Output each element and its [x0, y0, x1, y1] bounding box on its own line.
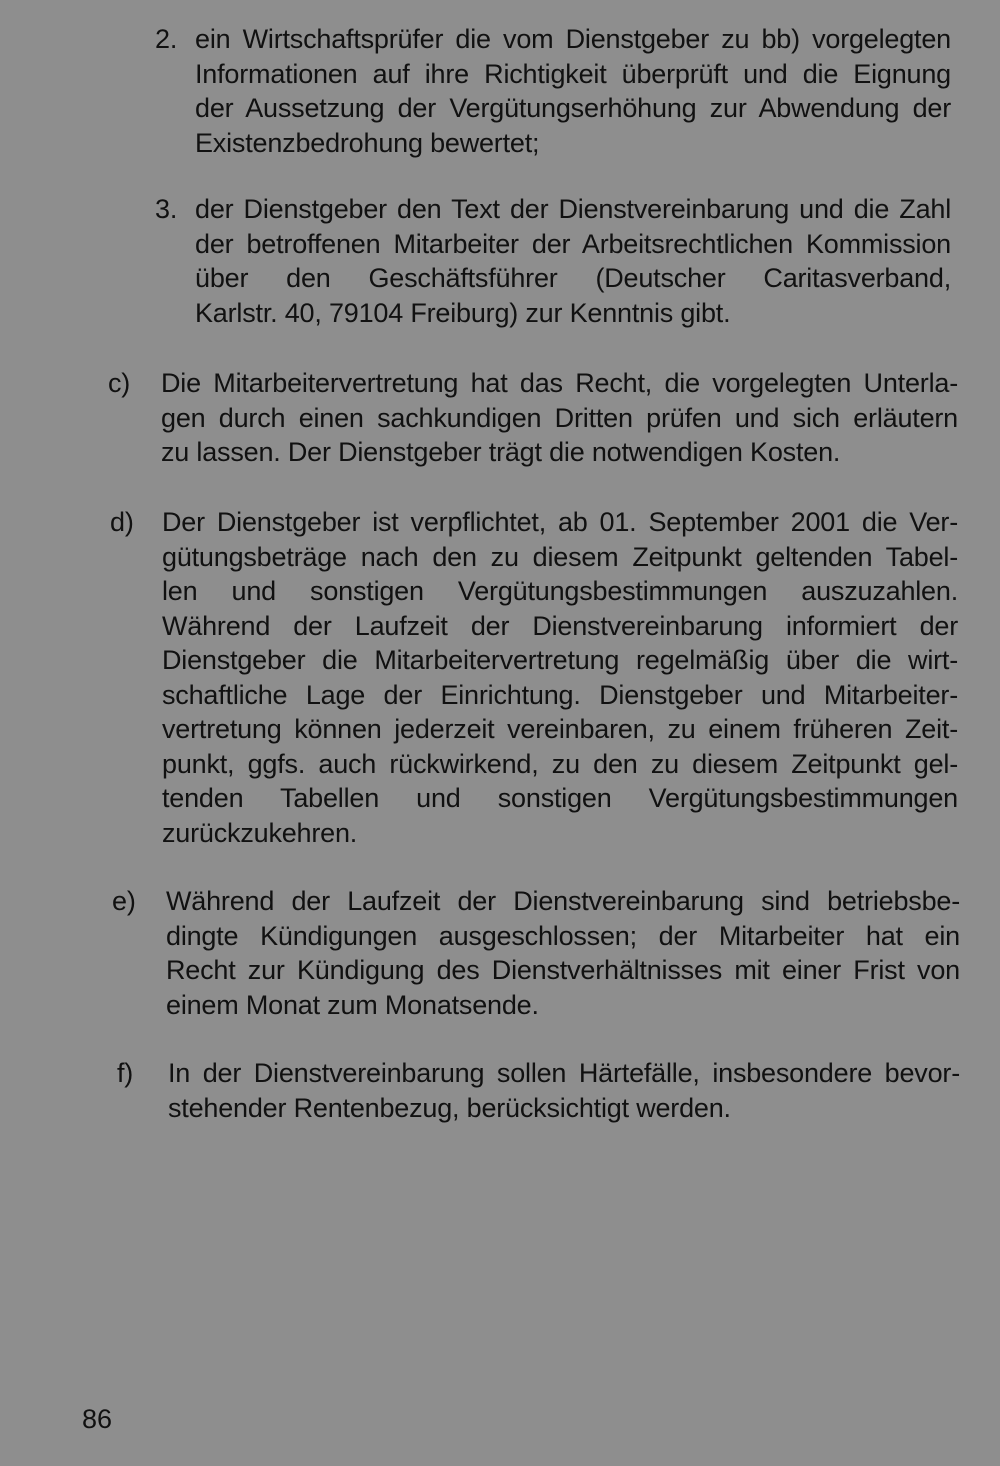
text-line: gütungsbeträge nach den zu diesem Zeitpunkt geltenden Tabel- [162, 541, 958, 572]
text-line: stehender Rentenbezug, berücksichtigt werden. [168, 1092, 731, 1123]
item-text [162, 505, 958, 850]
text-line: zurückzukehren. [162, 817, 358, 848]
text-line: Die Mitarbeitervertretung hat das Recht, die vorgelegten Unterla- [161, 368, 958, 398]
item-marker: 3. [155, 194, 178, 224]
text-line: tenden Tabellen und sonstigen Vergütungsbestimmungen [162, 783, 958, 813]
text-line: der betroffenen Mitarbeiter der Arbeitsrechtlichen Kommission [195, 228, 951, 259]
text-line: schaftliche Lage der Einrichtung. Dienstgeber und Mitarbeiter- [162, 679, 958, 710]
text-line: Informationen auf ihre Richtigkeit überprüft und die Eignung [195, 58, 951, 89]
text-line: Der Dienstgeber ist verpflichtet, ab 01. September 2001 die Ver- [162, 507, 958, 537]
item-marker: 2. [155, 24, 178, 54]
text-line: ein Wirtschaftsprüfer die vom Dienstgeber zu bb) vorgelegten [195, 24, 951, 54]
text-line: len und sonstigen Vergütungsbestimmungen auszuzahlen. [162, 576, 958, 606]
text-line: über den Geschäftsführer (Deutscher Caritasverband, [195, 263, 951, 293]
text-line: Recht zur Kündigung des Dienstverhältnisses mit einer Frist von [166, 955, 960, 985]
text-line: vertretung können jederzeit vereinbaren, zu einem früheren Zeit- [162, 714, 958, 744]
text-line: der Aussetzung der Vergütungserhöhung zur Abwendung der [195, 93, 951, 123]
text-line: Karlstr. 40, 79104 Freiburg) zur Kenntnis gibt. [195, 297, 731, 328]
item-marker: e) [112, 886, 136, 916]
item-text [195, 22, 951, 160]
item-text [166, 884, 960, 1022]
item-text [168, 1056, 960, 1125]
item-text [195, 192, 951, 330]
item-marker: d) [110, 507, 134, 537]
text-line: In der Dienstvereinbarung sollen Härtefälle, insbesondere bevor- [168, 1058, 960, 1088]
text-line: Existenzbedrohung bewertet; [195, 127, 540, 158]
item-text [161, 366, 958, 470]
text-line: der Dienstgeber den Text der Dienstvereinbarung und die Zahl [195, 194, 951, 224]
item-marker: f) [117, 1058, 134, 1088]
text-line: Während der Laufzeit der Dienstvereinbarung informiert der [162, 610, 958, 641]
text-line: einem Monat zum Monatsende. [166, 989, 539, 1020]
item-marker: c) [108, 368, 131, 398]
text-line: Dienstgeber die Mitarbeitervertretung regelmäßig über die wirt- [162, 645, 958, 675]
text-line: zu lassen. Der Dienstgeber trägt die notwendigen Kosten. [161, 437, 841, 467]
text-line: gen durch einen sachkundigen Dritten prüfen und sich erläutern [161, 402, 958, 433]
text-line: dingte Kündigungen ausgeschlossen; der Mitarbeiter hat ein [166, 920, 960, 951]
page-number: 86 [82, 1404, 113, 1434]
text-line: Während der Laufzeit der Dienstvereinbarung sind betriebsbe- [166, 886, 960, 916]
text-line: punkt, ggfs. auch rückwirkend, zu den zu diesem Zeitpunkt gel- [162, 748, 958, 779]
